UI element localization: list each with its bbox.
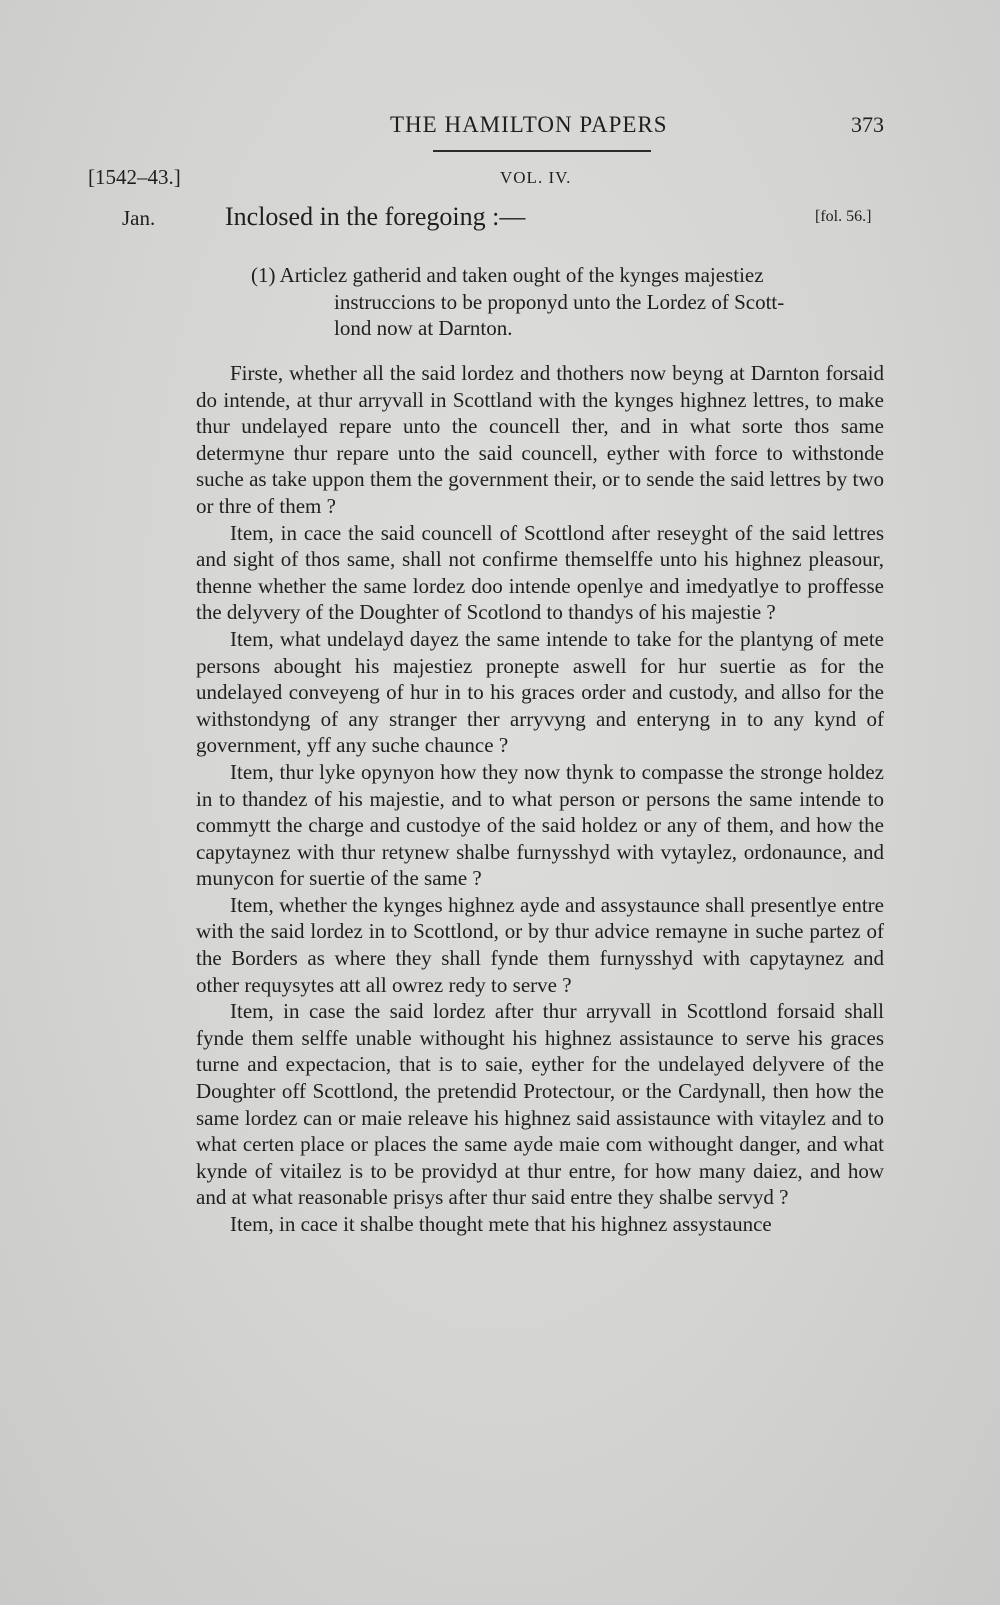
running-head xyxy=(0,112,1000,152)
folio-reference: [fol. 56.] xyxy=(815,208,872,225)
paragraph-item-vitaylez: Item, in case the said lordez after thur arryvall in Scottlond forsaid shall fynde them selffe unable withought his highnez assistaunce to serve his graces turne and expectacion, that is to saie, eyther for the undelayed delyvere of the Doughter off Scottlond, the pretendid Protectour, or the Cardynall, then how the same lordez can or maie releave his highnez said assistaunce with vitaylez and to what certen place or places the same ayde maie com withought danger, and what kynde of vitailez is to be providyd at thur entre, for how many daiez, and how and at what reasonable prisys after thur said entre they shalbe servyd ? xyxy=(196,999,884,1210)
paragraph-firste: Firste, whether all the said lordez and thothers now beyng at Darnton forsaid do intende, at thur arryvall in Scottland with the kynges highnez lettres, to make thur undelayed repare unto the councell ther, and in what sorte thos same determyne thur repare unto the said councell, eyther with force to withstonde suche as take uppon them the government their, or to sende the said lettres by two or thre of them ? xyxy=(196,361,884,518)
paragraph-item-ayde: Item, whether the kynges highnez ayde and assystaunce shall presentlye entre with the said lordez in to Scottlond, or by thur advice remayne in suche partez of the Borders as where they shall fynde them furnysshyd with capytaynez and other requysytes att all owrez redy to serve ? xyxy=(196,892,884,997)
paragraph-item-dayez: Item, what undelayd dayez the same intende to take for the plantyng of mete persons abought his majestiez pronepte aswell for hur suertie as for the undelayed conveyeng of hur in to his graces order and custody, and allso for the withstondyng of any stranger ther arryvyng and enteryng in to any kynd of government, yff any suche chaunce ? xyxy=(196,626,884,758)
running-title: THE HAMILTON PAPERS xyxy=(390,112,668,137)
paragraph-item-confirm: Item, in cace the said councell of Scottlond after reseyght of the said lettres and sight of thos same, shall not confirme themselffe unto his highnez pleasour, thenne whether the same lordez doo intende openlye and imedyatlye to proffesse the delyvery of the Doughter of Scotlond to thandys of his majestie ? xyxy=(196,520,884,625)
paragraph-item-assystaunce: Item, in cace it shalbe thought mete that his highnez assystaunce xyxy=(230,1212,772,1236)
paragraph-item-holdez: Item, thur lyke opynyon how they now thynk to compasse the stronge holdez in to thandez of his majestie, and to what person or persons the same intende to commytt the charge and custodye of the said holdez or any of them, and how the capytaynez with thur retynew shalbe furnysshyd with vytaylez, ordonaunce, and munycon for suertie of the same ? xyxy=(196,759,884,891)
article-heading-line: instruccions to be proponyd unto the Lordez of Scott- xyxy=(334,289,785,314)
body-text xyxy=(196,360,884,1238)
date-range: [1542–43.] xyxy=(88,165,181,189)
article-heading-line: (1) Articlez gatherid and taken ought of the kynges majestiez xyxy=(251,263,764,287)
page-number: 373 xyxy=(851,112,884,137)
entry-month: Jan. xyxy=(122,206,156,230)
article-heading xyxy=(196,262,884,342)
entry-heading: Inclosed in the foregoing :— xyxy=(225,202,526,231)
article-heading-line: lond now at Darnton. xyxy=(334,316,513,340)
head-rule xyxy=(433,150,651,152)
volume-label: VOL. IV. xyxy=(500,168,572,187)
